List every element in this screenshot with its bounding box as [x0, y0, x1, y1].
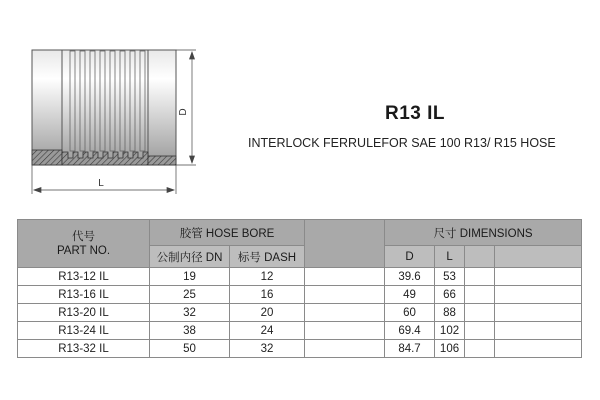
header-dn: 公制内径 DN: [150, 246, 230, 268]
cell-blank: [465, 286, 495, 304]
header-blank-1: [305, 220, 385, 268]
header-part-no: [18, 220, 150, 268]
cell-dn: 25: [150, 286, 230, 304]
cell-dn: 32: [150, 304, 230, 322]
header-dimensions: 尺寸 DIMENSIONS: [385, 220, 582, 246]
header-hose-bore: 胶管 HOSE BORE: [150, 220, 305, 246]
cell-blank: [305, 340, 385, 358]
cell-dash: 24: [230, 322, 305, 340]
table-row: [18, 322, 582, 340]
spec-table: [17, 219, 582, 358]
cell-d: 60: [385, 304, 435, 322]
cell-blank: [465, 322, 495, 340]
cell-blank: [305, 268, 385, 286]
cell-l: 102: [435, 322, 465, 340]
part-subtitle: INTERLOCK FERRULEFOR SAE 100 R13/ R15 HOSE: [248, 136, 556, 150]
cell-blank: [305, 304, 385, 322]
ferrule-drawing: [0, 0, 230, 205]
cell-d: 39.6: [385, 268, 435, 286]
cell-blank: [495, 304, 582, 322]
cell-dn: 19: [150, 268, 230, 286]
cell-blank: [305, 322, 385, 340]
cell-part-no: R13-24 IL: [18, 322, 150, 340]
header-blank-3: [495, 246, 582, 268]
length-label: L: [98, 178, 104, 189]
cell-dn: 38: [150, 322, 230, 340]
cell-d: 69.4: [385, 322, 435, 340]
cell-blank: [495, 340, 582, 358]
ferrule-left-band: [32, 50, 62, 165]
cell-dash: 12: [230, 268, 305, 286]
table-row: [18, 304, 582, 322]
cell-part-no: R13-32 IL: [18, 340, 150, 358]
cell-part-no: R13-20 IL: [18, 304, 150, 322]
cell-part-no: R13-16 IL: [18, 286, 150, 304]
cell-blank: [465, 304, 495, 322]
cell-blank: [495, 322, 582, 340]
part-title: R13 IL: [385, 103, 446, 124]
header-part-no-en: PART NO.: [56, 244, 111, 257]
cell-dash: 16: [230, 286, 305, 304]
cell-blank: [495, 268, 582, 286]
diameter-dimension: [176, 50, 196, 165]
cell-dn: 50: [150, 340, 230, 358]
header-dash: 标号 DASH: [230, 246, 305, 268]
cell-l: 66: [435, 286, 465, 304]
cell-dash: 20: [230, 304, 305, 322]
cell-d: 84.7: [385, 340, 435, 358]
table-row: [18, 340, 582, 358]
header-blank-2: [465, 246, 495, 268]
header-part-no-zh: 代号: [72, 230, 95, 243]
table-row: [18, 268, 582, 286]
header-d: D: [385, 246, 435, 268]
cell-blank: [465, 268, 495, 286]
cell-blank: [465, 340, 495, 358]
cell-part-no: R13-12 IL: [18, 268, 150, 286]
cell-blank: [305, 286, 385, 304]
header-l: L: [435, 246, 465, 268]
diameter-label: D: [178, 108, 189, 116]
cell-blank: [495, 286, 582, 304]
cell-l: 53: [435, 268, 465, 286]
table-row: [18, 286, 582, 304]
length-dimension: [32, 165, 176, 194]
cell-l: 106: [435, 340, 465, 358]
cell-dash: 32: [230, 340, 305, 358]
cell-l: 88: [435, 304, 465, 322]
cell-d: 49: [385, 286, 435, 304]
ferrule-right-band: [148, 50, 176, 165]
